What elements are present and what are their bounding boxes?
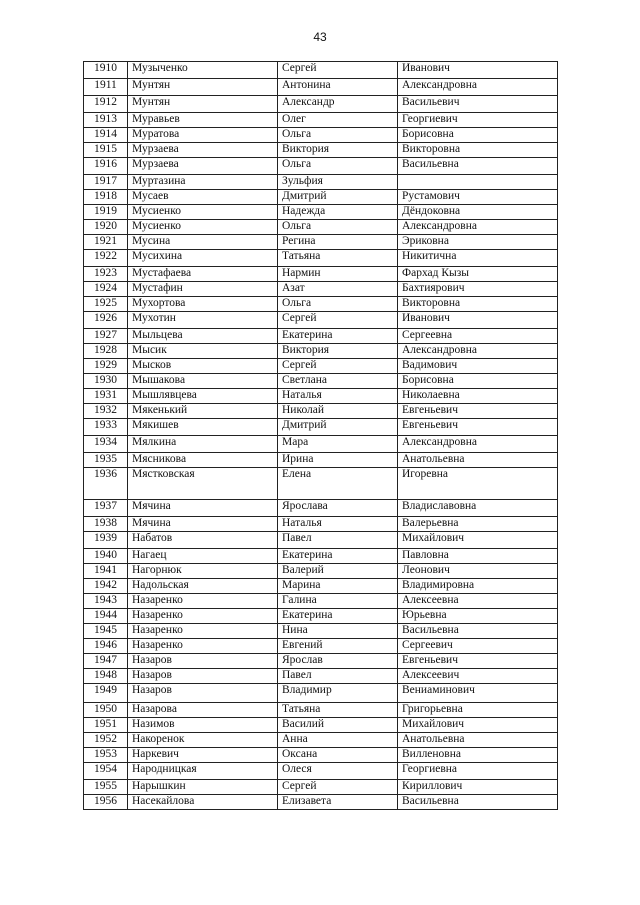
patronymic-cell: Сергеевна: [398, 329, 558, 344]
row-number: 1938: [84, 517, 128, 532]
table-row: [84, 564, 558, 579]
surname-cell: Музыченко: [128, 62, 278, 79]
patronymic-cell: Иванович: [398, 312, 558, 329]
patronymic-cell: Игоревна: [398, 468, 558, 500]
row-number: 1946: [84, 639, 128, 654]
row-number: 1952: [84, 733, 128, 748]
table-row: [84, 297, 558, 312]
patronymic-cell: Вениаминович: [398, 684, 558, 703]
row-number: 1942: [84, 579, 128, 594]
surname-cell: Нарышкин: [128, 780, 278, 795]
patronymic-cell: Алексеевна: [398, 594, 558, 609]
row-number: 1949: [84, 684, 128, 703]
patronymic-cell: Кириллович: [398, 780, 558, 795]
surname-cell: Мысков: [128, 359, 278, 374]
table-row: [84, 468, 558, 500]
patronymic-cell: [398, 175, 558, 190]
row-number: 1928: [84, 344, 128, 359]
surname-cell: Мусина: [128, 235, 278, 250]
row-number: 1918: [84, 190, 128, 205]
table-row: [84, 780, 558, 795]
patronymic-cell: Владиславовна: [398, 500, 558, 517]
patronymic-cell: Васильевна: [398, 624, 558, 639]
first-name-cell: Оксана: [278, 748, 398, 763]
table-row: [84, 795, 558, 810]
surname-cell: Мусаев: [128, 190, 278, 205]
table-row: [84, 748, 558, 763]
row-number: 1953: [84, 748, 128, 763]
first-name-cell: Мара: [278, 436, 398, 453]
patronymic-cell: Юрьевна: [398, 609, 558, 624]
table-row: [84, 579, 558, 594]
first-name-cell: Ольга: [278, 158, 398, 175]
row-number: 1921: [84, 235, 128, 250]
surname-cell: Мустафин: [128, 282, 278, 297]
table-row: [84, 235, 558, 250]
first-name-cell: Виктория: [278, 143, 398, 158]
surname-cell: Накоренок: [128, 733, 278, 748]
first-name-cell: Сергей: [278, 359, 398, 374]
table-row: [84, 175, 558, 190]
first-name-cell: Марина: [278, 579, 398, 594]
table-row: [84, 359, 558, 374]
table-row: [84, 453, 558, 468]
table-row: [84, 517, 558, 532]
page-number: 43: [313, 30, 327, 44]
first-name-cell: Евгений: [278, 639, 398, 654]
first-name-cell: Ярослав: [278, 654, 398, 669]
table-row: [84, 639, 558, 654]
surname-cell: Мялкина: [128, 436, 278, 453]
first-name-cell: Сергей: [278, 312, 398, 329]
first-name-cell: Сергей: [278, 62, 398, 79]
surname-cell: Мухотин: [128, 312, 278, 329]
row-number: 1911: [84, 79, 128, 96]
first-name-cell: Ольга: [278, 297, 398, 312]
first-name-cell: Олег: [278, 113, 398, 128]
patronymic-cell: Фархад Кызы: [398, 267, 558, 282]
table-row: [84, 684, 558, 703]
patronymic-cell: Бахтиярович: [398, 282, 558, 297]
surname-cell: Нагорнюк: [128, 564, 278, 579]
surname-cell: Мусиенко: [128, 205, 278, 220]
surname-cell: Мячина: [128, 517, 278, 532]
surname-cell: Мусиенко: [128, 220, 278, 235]
row-number: 1956: [84, 795, 128, 810]
first-name-cell: Александр: [278, 96, 398, 113]
patronymic-cell: Александровна: [398, 79, 558, 96]
table-row: [84, 329, 558, 344]
row-number: 1937: [84, 500, 128, 517]
surname-cell: Нагаец: [128, 549, 278, 564]
table-row: [84, 500, 558, 517]
patronymic-cell: Евгеньевич: [398, 419, 558, 436]
patronymic-cell: Дёндоковна: [398, 205, 558, 220]
first-name-cell: Наталья: [278, 517, 398, 532]
row-number: 1951: [84, 718, 128, 733]
patronymic-cell: Николаевна: [398, 389, 558, 404]
row-number: 1935: [84, 453, 128, 468]
table-row: [84, 113, 558, 128]
first-name-cell: Галина: [278, 594, 398, 609]
surname-cell: Мунтян: [128, 79, 278, 96]
table-row: [84, 419, 558, 436]
table-row: [84, 532, 558, 549]
surname-cell: Мясникова: [128, 453, 278, 468]
row-number: 1944: [84, 609, 128, 624]
first-name-cell: Сергей: [278, 780, 398, 795]
table-row: [84, 62, 558, 79]
first-name-cell: Анна: [278, 733, 398, 748]
row-number: 1915: [84, 143, 128, 158]
table-row: [84, 549, 558, 564]
surname-cell: Назаров: [128, 684, 278, 703]
first-name-cell: Регина: [278, 235, 398, 250]
patronymic-cell: Михайлович: [398, 532, 558, 549]
patronymic-cell: Васильевна: [398, 158, 558, 175]
patronymic-cell: Владимировна: [398, 579, 558, 594]
row-number: 1933: [84, 419, 128, 436]
first-name-cell: Надежда: [278, 205, 398, 220]
table-row: [84, 733, 558, 748]
first-name-cell: Екатерина: [278, 329, 398, 344]
surname-cell: Назаров: [128, 654, 278, 669]
first-name-cell: Азат: [278, 282, 398, 297]
first-name-cell: Светлана: [278, 374, 398, 389]
first-name-cell: Екатерина: [278, 549, 398, 564]
table-row: [84, 190, 558, 205]
first-name-cell: Нармин: [278, 267, 398, 282]
row-number: 1932: [84, 404, 128, 419]
patronymic-cell: Сергеевич: [398, 639, 558, 654]
registry-table-body: [84, 62, 558, 810]
first-name-cell: Антонина: [278, 79, 398, 96]
surname-cell: Мысик: [128, 344, 278, 359]
patronymic-cell: Никитична: [398, 250, 558, 267]
surname-cell: Насекайлова: [128, 795, 278, 810]
table-row: [84, 404, 558, 419]
surname-cell: Мышлявцева: [128, 389, 278, 404]
first-name-cell: Павел: [278, 532, 398, 549]
surname-cell: Муратова: [128, 128, 278, 143]
table-row: [84, 436, 558, 453]
table-row: [84, 312, 558, 329]
first-name-cell: Николай: [278, 404, 398, 419]
patronymic-cell: Александровна: [398, 436, 558, 453]
surname-cell: Назаров: [128, 669, 278, 684]
first-name-cell: Валерий: [278, 564, 398, 579]
surname-cell: Надольская: [128, 579, 278, 594]
patronymic-cell: Викторовна: [398, 143, 558, 158]
patronymic-cell: Георгиевич: [398, 113, 558, 128]
row-number: 1930: [84, 374, 128, 389]
row-number: 1923: [84, 267, 128, 282]
surname-cell: Назаренко: [128, 594, 278, 609]
patronymic-cell: Григорьевна: [398, 703, 558, 718]
patronymic-cell: Анатольевна: [398, 733, 558, 748]
surname-cell: Мусихина: [128, 250, 278, 267]
row-number: 1941: [84, 564, 128, 579]
table-row: [84, 143, 558, 158]
table-row: [84, 282, 558, 297]
row-number: 1934: [84, 436, 128, 453]
table-row: [84, 624, 558, 639]
table-row: [84, 389, 558, 404]
table-row: [84, 158, 558, 175]
patronymic-cell: Леонович: [398, 564, 558, 579]
surname-cell: Мышакова: [128, 374, 278, 389]
patronymic-cell: Михайлович: [398, 718, 558, 733]
patronymic-cell: Рустамович: [398, 190, 558, 205]
surname-cell: Народницкая: [128, 763, 278, 780]
first-name-cell: Дмитрий: [278, 190, 398, 205]
table-row: [84, 763, 558, 780]
table-row: [84, 669, 558, 684]
patronymic-cell: Борисовна: [398, 374, 558, 389]
first-name-cell: Олеся: [278, 763, 398, 780]
patronymic-cell: Валерьевна: [398, 517, 558, 532]
row-number: 1945: [84, 624, 128, 639]
patronymic-cell: Иванович: [398, 62, 558, 79]
first-name-cell: Нина: [278, 624, 398, 639]
row-number: 1931: [84, 389, 128, 404]
patronymic-cell: Евгеньевич: [398, 404, 558, 419]
surname-cell: Мурзаева: [128, 158, 278, 175]
row-number: 1919: [84, 205, 128, 220]
row-number: 1922: [84, 250, 128, 267]
patronymic-cell: Алексеевич: [398, 669, 558, 684]
patronymic-cell: Павловна: [398, 549, 558, 564]
row-number: 1925: [84, 297, 128, 312]
first-name-cell: Екатерина: [278, 609, 398, 624]
patronymic-cell: Александровна: [398, 220, 558, 235]
surname-cell: Назаренко: [128, 609, 278, 624]
surname-cell: Мякенький: [128, 404, 278, 419]
row-number: 1920: [84, 220, 128, 235]
registry-table: [83, 61, 558, 810]
row-number: 1940: [84, 549, 128, 564]
first-name-cell: Владимир: [278, 684, 398, 703]
first-name-cell: Ирина: [278, 453, 398, 468]
table-row: [84, 79, 558, 96]
first-name-cell: Виктория: [278, 344, 398, 359]
patronymic-cell: Эриковна: [398, 235, 558, 250]
first-name-cell: Зульфия: [278, 175, 398, 190]
row-number: 1929: [84, 359, 128, 374]
row-number: 1924: [84, 282, 128, 297]
surname-cell: Муртазина: [128, 175, 278, 190]
patronymic-cell: Васильевич: [398, 96, 558, 113]
surname-cell: Муравьев: [128, 113, 278, 128]
row-number: 1910: [84, 62, 128, 79]
row-number: 1913: [84, 113, 128, 128]
table-row: [84, 344, 558, 359]
table-row: [84, 267, 558, 282]
patronymic-cell: Вилленовна: [398, 748, 558, 763]
table-row: [84, 220, 558, 235]
table-row: [84, 96, 558, 113]
patronymic-cell: Анатольевна: [398, 453, 558, 468]
row-number: 1917: [84, 175, 128, 190]
surname-cell: Мустафаева: [128, 267, 278, 282]
row-number: 1939: [84, 532, 128, 549]
first-name-cell: Ярослава: [278, 500, 398, 517]
first-name-cell: Татьяна: [278, 703, 398, 718]
row-number: 1926: [84, 312, 128, 329]
row-number: 1916: [84, 158, 128, 175]
row-number: 1943: [84, 594, 128, 609]
patronymic-cell: Евгеньевич: [398, 654, 558, 669]
table-row: [84, 703, 558, 718]
first-name-cell: Василий: [278, 718, 398, 733]
first-name-cell: Ольга: [278, 220, 398, 235]
patronymic-cell: Вадимович: [398, 359, 558, 374]
table-row: [84, 609, 558, 624]
row-number: 1914: [84, 128, 128, 143]
table-row: [84, 718, 558, 733]
row-number: 1954: [84, 763, 128, 780]
patronymic-cell: Викторовна: [398, 297, 558, 312]
first-name-cell: Ольга: [278, 128, 398, 143]
first-name-cell: Елизавета: [278, 795, 398, 810]
first-name-cell: Дмитрий: [278, 419, 398, 436]
surname-cell: Наркевич: [128, 748, 278, 763]
patronymic-cell: Борисовна: [398, 128, 558, 143]
surname-cell: Мячина: [128, 500, 278, 517]
row-number: 1927: [84, 329, 128, 344]
row-number: 1936: [84, 468, 128, 500]
first-name-cell: Наталья: [278, 389, 398, 404]
table-row: [84, 654, 558, 669]
table-row: [84, 594, 558, 609]
table-row: [84, 128, 558, 143]
table-row: [84, 205, 558, 220]
surname-cell: Мурзаева: [128, 143, 278, 158]
surname-cell: Мунтян: [128, 96, 278, 113]
row-number: 1912: [84, 96, 128, 113]
row-number: 1947: [84, 654, 128, 669]
row-number: 1950: [84, 703, 128, 718]
first-name-cell: Елена: [278, 468, 398, 500]
surname-cell: Мястковская: [128, 468, 278, 500]
surname-cell: Мыльцева: [128, 329, 278, 344]
surname-cell: Мухортова: [128, 297, 278, 312]
surname-cell: Набатов: [128, 532, 278, 549]
first-name-cell: Татьяна: [278, 250, 398, 267]
patronymic-cell: Александровна: [398, 344, 558, 359]
patronymic-cell: Георгиевна: [398, 763, 558, 780]
first-name-cell: Павел: [278, 669, 398, 684]
table-row: [84, 374, 558, 389]
surname-cell: Мякишев: [128, 419, 278, 436]
surname-cell: Назаренко: [128, 624, 278, 639]
row-number: 1955: [84, 780, 128, 795]
surname-cell: Назимов: [128, 718, 278, 733]
table-row: [84, 250, 558, 267]
patronymic-cell: Васильевна: [398, 795, 558, 810]
surname-cell: Назаренко: [128, 639, 278, 654]
surname-cell: Назарова: [128, 703, 278, 718]
row-number: 1948: [84, 669, 128, 684]
